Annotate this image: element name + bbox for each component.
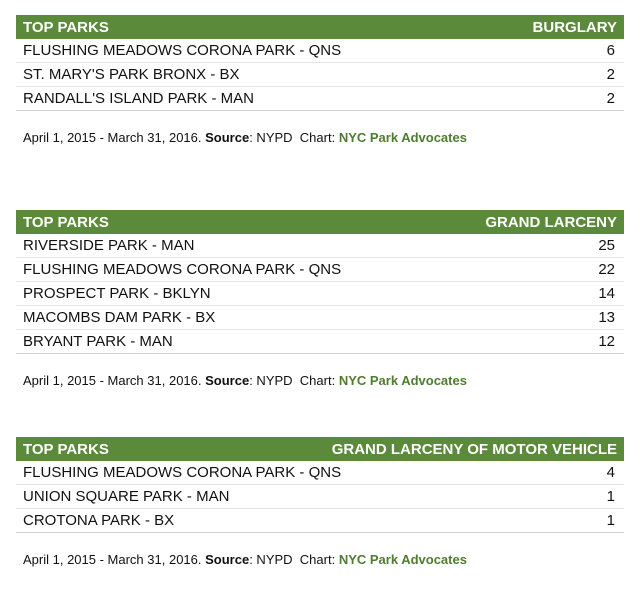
- crime-count: 12: [598, 333, 615, 350]
- crime-count: 13: [598, 309, 615, 326]
- grand-larceny-table: [16, 210, 624, 354]
- column-header-crime: BURGLARY: [532, 18, 617, 36]
- table-caption: [23, 373, 467, 388]
- table-row: [16, 63, 624, 87]
- caption-source-label: Source: [205, 552, 250, 567]
- park-name: UNION SQUARE PARK - MAN: [23, 488, 230, 505]
- crime-count: 6: [606, 42, 615, 59]
- column-header-parks: TOP PARKS: [23, 213, 109, 231]
- caption-chart-credit: NYC Park Advocates: [338, 130, 467, 145]
- table-row: [16, 258, 624, 282]
- park-name: PROSPECT PARK - BKLYN: [23, 285, 211, 302]
- park-name: FLUSHING MEADOWS CORONA PARK - QNS: [23, 464, 342, 481]
- column-header-parks: TOP PARKS: [23, 440, 109, 458]
- table-row: [16, 282, 624, 306]
- crime-count: 4: [606, 464, 615, 481]
- park-name: FLUSHING MEADOWS CORONA PARK - QNS: [23, 42, 342, 59]
- table-row: [16, 461, 624, 485]
- caption-date: April 1, 2015 - March 31, 2016.: [23, 130, 202, 145]
- column-header-parks: TOP PARKS: [23, 18, 109, 36]
- table-row: [16, 509, 624, 533]
- table-header: [16, 437, 624, 461]
- table-row: [16, 87, 624, 111]
- caption-source-label: Source: [205, 130, 250, 145]
- crime-count: 22: [598, 261, 615, 278]
- park-name: RIVERSIDE PARK - MAN: [23, 237, 195, 254]
- park-name: FLUSHING MEADOWS CORONA PARK - QNS: [23, 261, 342, 278]
- table-row: [16, 330, 624, 354]
- table-caption: [23, 130, 467, 145]
- park-name: RANDALL'S ISLAND PARK - MAN: [23, 90, 254, 107]
- crime-count: 14: [598, 285, 615, 302]
- caption-chart-credit: NYC Park Advocates: [338, 552, 467, 567]
- grand-larceny-motor-vehicle-table: [16, 437, 624, 533]
- crime-count: 1: [606, 512, 615, 529]
- caption-source-value: : NYPD: [249, 373, 293, 388]
- caption-chart-credit: NYC Park Advocates: [338, 373, 467, 388]
- table-header: [16, 210, 624, 234]
- table-row: [16, 485, 624, 509]
- crime-count: 2: [606, 90, 615, 107]
- caption-source-value: : NYPD: [249, 130, 293, 145]
- table-row: [16, 39, 624, 63]
- park-name: ST. MARY'S PARK BRONX - BX: [23, 66, 240, 83]
- column-header-crime: GRAND LARCENY OF MOTOR VEHICLE: [331, 440, 617, 458]
- caption-source-label: Source: [205, 373, 250, 388]
- park-name: MACOMBS DAM PARK - BX: [23, 309, 216, 326]
- caption-chart-label: Chart:: [299, 552, 336, 567]
- table-row: [16, 306, 624, 330]
- caption-source-value: : NYPD: [249, 552, 293, 567]
- burglary-table: [16, 15, 624, 111]
- crime-count: 25: [598, 237, 615, 254]
- caption-date: April 1, 2015 - March 31, 2016.: [23, 552, 202, 567]
- caption-date: April 1, 2015 - March 31, 2016.: [23, 373, 202, 388]
- park-name: CROTONA PARK - BX: [23, 512, 175, 529]
- table-header: [16, 15, 624, 39]
- crime-count: 1: [606, 488, 615, 505]
- table-row: [16, 234, 624, 258]
- table-caption: [23, 552, 467, 567]
- caption-chart-label: Chart:: [299, 373, 336, 388]
- column-header-crime: GRAND LARCENY: [485, 213, 617, 231]
- park-name: BRYANT PARK - MAN: [23, 333, 173, 350]
- caption-chart-label: Chart:: [299, 130, 336, 145]
- crime-count: 2: [606, 66, 615, 83]
